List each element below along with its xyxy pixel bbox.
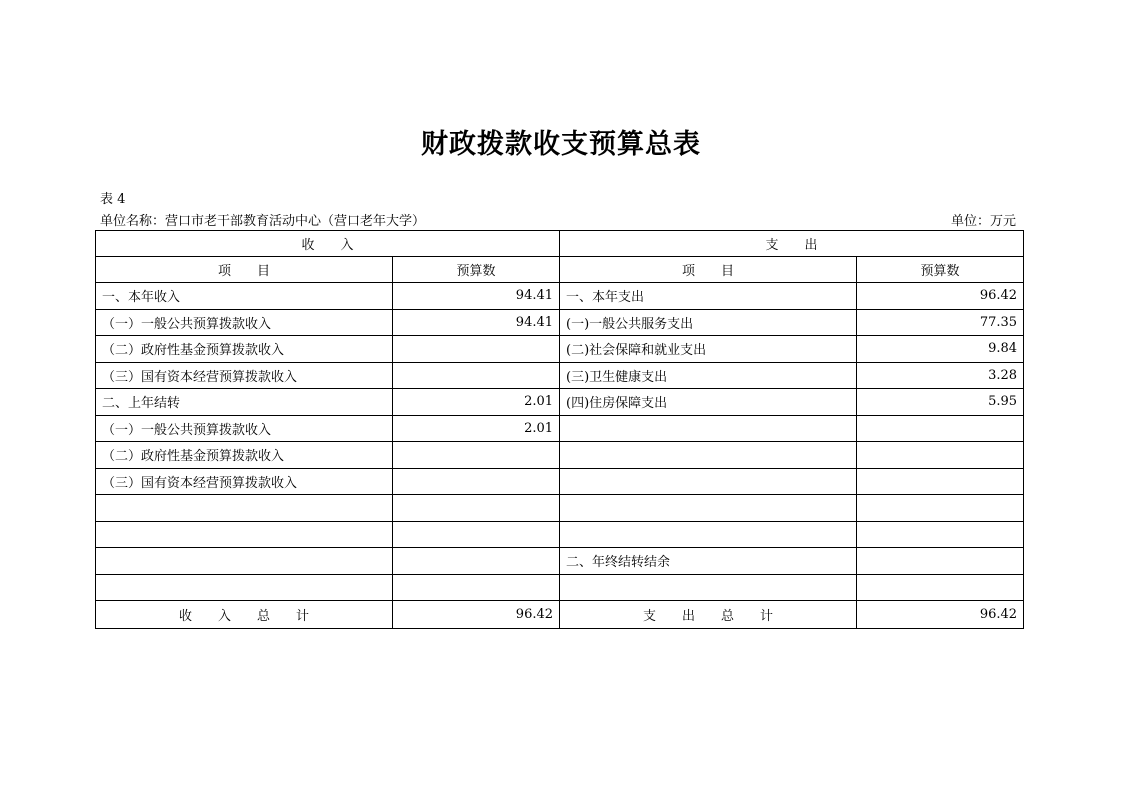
expense-item [560, 415, 857, 442]
expense-item: (三)卫生健康支出 [560, 362, 857, 389]
expense-amount [857, 574, 1024, 601]
expense-item [560, 574, 857, 601]
expense-item: 二、年终结转结余 [560, 548, 857, 575]
budget-table [95, 230, 1024, 629]
expense-amount [857, 548, 1024, 575]
table-number: 表 4 [100, 192, 126, 207]
table-row [96, 362, 1024, 389]
table-row [96, 468, 1024, 495]
table-row [96, 415, 1024, 442]
expense-amount: 9.84 [857, 336, 1024, 363]
totals-row [96, 601, 1024, 629]
expense-amount [857, 521, 1024, 548]
income-amount [393, 495, 560, 522]
expense-amount: 5.95 [857, 389, 1024, 416]
expense-amount [857, 415, 1024, 442]
income-item [96, 521, 393, 548]
expense-item-header: 项 目 [560, 257, 857, 283]
income-amount [393, 362, 560, 389]
expense-item: (一)一般公共服务支出 [560, 309, 857, 336]
table-row [96, 521, 1024, 548]
income-amount [393, 468, 560, 495]
table-row [96, 389, 1024, 416]
table-row [96, 283, 1024, 310]
income-item: 二、上年结转 [96, 389, 393, 416]
expense-item [560, 442, 857, 469]
income-item: （一）一般公共预算拨款收入 [96, 415, 393, 442]
expense-amount: 96.42 [857, 283, 1024, 310]
income-item [96, 574, 393, 601]
expense-item: 一、本年支出 [560, 283, 857, 310]
table-row [96, 442, 1024, 469]
income-item: （三）国有资本经营预算拨款收入 [96, 468, 393, 495]
income-item [96, 495, 393, 522]
expense-section-header: 支 出 [560, 231, 1024, 257]
income-item: （二）政府性基金预算拨款收入 [96, 442, 393, 469]
income-item: （三）国有资本经营预算拨款收入 [96, 362, 393, 389]
income-item: （二）政府性基金预算拨款收入 [96, 336, 393, 363]
unit-name: 单位名称：营口市老干部教育活动中心（营口老年大学） [100, 214, 426, 229]
income-total-label: 收 入 总 计 [96, 601, 393, 629]
income-amount: 2.01 [393, 415, 560, 442]
table-row [96, 309, 1024, 336]
expense-total-amount: 96.42 [857, 601, 1024, 629]
unit-line [100, 210, 1016, 229]
expense-item [560, 521, 857, 548]
income-amount [393, 574, 560, 601]
unit-of-measure: 单位：万元 [950, 214, 1016, 229]
expense-amount [857, 468, 1024, 495]
income-amount: 2.01 [393, 389, 560, 416]
table-row [96, 336, 1024, 363]
expense-total-label: 支 出 总 计 [560, 601, 857, 629]
income-amount [393, 521, 560, 548]
expense-item: (二)社会保障和就业支出 [560, 336, 857, 363]
expense-amount [857, 495, 1024, 522]
expense-amount: 77.35 [857, 309, 1024, 336]
income-item: 一、本年收入 [96, 283, 393, 310]
income-item-header: 项 目 [96, 257, 393, 283]
expense-amount [857, 442, 1024, 469]
income-amount: 94.41 [393, 283, 560, 310]
expense-item [560, 495, 857, 522]
income-amount [393, 336, 560, 363]
income-item: （一）一般公共预算拨款收入 [96, 309, 393, 336]
income-section-header: 收 入 [96, 231, 560, 257]
page-title: 财政拨款收支预算总表 [421, 129, 701, 160]
header-row-sections [96, 231, 1024, 257]
income-amount [393, 442, 560, 469]
income-item [96, 548, 393, 575]
expense-item [560, 468, 857, 495]
expense-amount: 3.28 [857, 362, 1024, 389]
header-row-columns [96, 257, 1024, 283]
expense-amount-header: 预算数 [857, 257, 1024, 283]
table-row [96, 548, 1024, 575]
expense-item: (四)住房保障支出 [560, 389, 857, 416]
table-row [96, 495, 1024, 522]
table-row [96, 574, 1024, 601]
income-total-amount: 96.42 [393, 601, 560, 629]
income-amount: 94.41 [393, 309, 560, 336]
income-amount [393, 548, 560, 575]
income-amount-header: 预算数 [393, 257, 560, 283]
